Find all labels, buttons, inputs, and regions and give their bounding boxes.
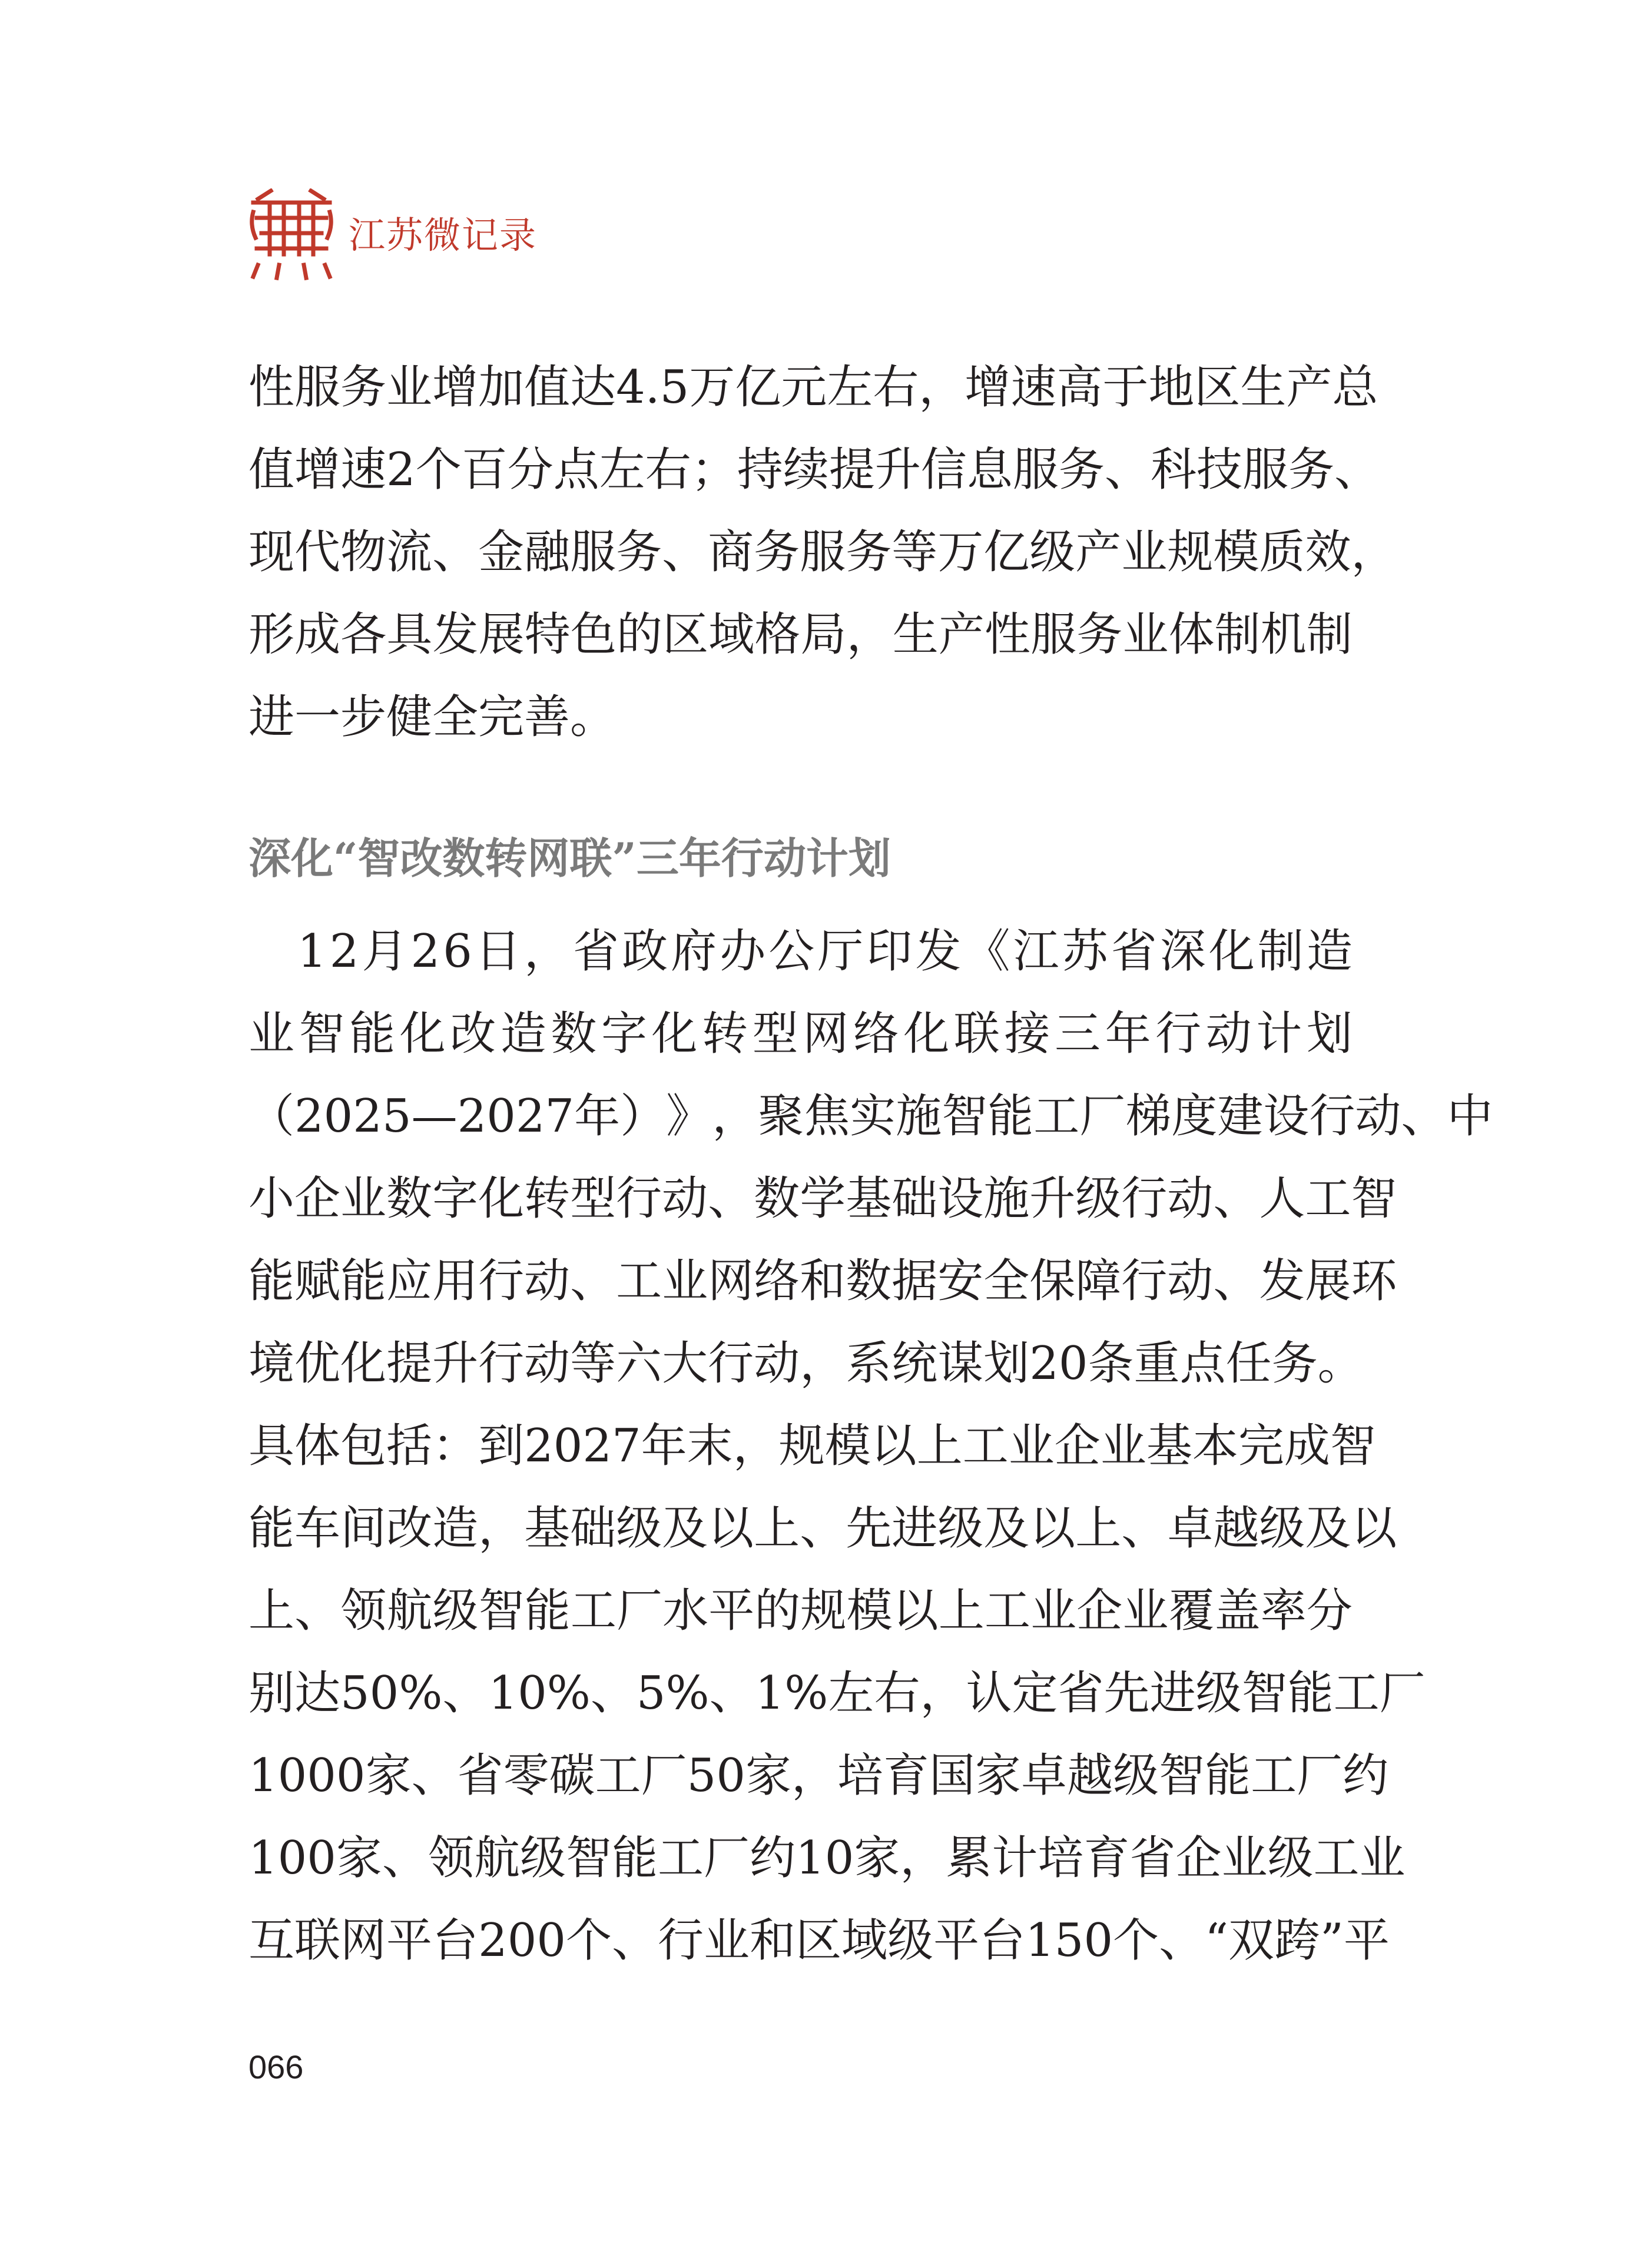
jiangsu-logo-icon [247,188,336,283]
text-line: 互 联 网 平 台 2 0 0 个 、 行 业 和 区 域 级 平 台 1 5 0 个 、 “ 双 跨 ” 平 [248,1914,1390,1967]
text-line: 别 达 5 0 % 、 1 0 % 、 5 % 、 1 % 左 右 ， 认 定 省 先 进 级 智 能 工 厂 [248,1667,1426,1720]
text-line: 性 服 务 业 增 加 值 达 4 . 5 万 亿 元 左 右 ， 增 速 高 于 地 区 生 产 总 [248,361,1378,414]
text-line: 现 代 物 流 、 金 融 服 务 、 商 务 服 务 等 万 亿 级 产 业 规 模 质 效 ， [248,526,1397,579]
section-heading: 深化“智改数转网联”三年行动计划 [248,833,891,883]
text-line: 小 企 业 数 字 化 转 型 行 动 、 数 学 基 础 设 施 升 级 行 动 、 人 工 智 [248,1172,1397,1225]
text-line: 能 车 间 改 造 ， 基 础 级 及 以 上 、 先 进 级 及 以 上 、 卓 越 级 及 以 [248,1502,1397,1555]
text-line: 值 增 速 2 个 百 分 点 左 右 ； 持 续 提 升 信 息 服 务 、 科 技 服 务 、 [248,443,1381,496]
text-line: 形 成 各 具 发 展 特 色 的 区 域 格 局 ， 生 产 性 服 务 业 体 制 机 制 [248,608,1353,661]
header-title: 江苏微记录 [349,214,538,257]
page-header [247,188,537,283]
text-line: 具 体 包 括 ： 到 2 0 2 7 年 末 ， 规 模 以 上 工 业 企 业 基 本 完 成 智 [248,1420,1376,1473]
page-number: 066 [248,2048,304,2085]
text-line: （ 2 0 2 5 — 2 0 2 7 年 ） 》 ， 聚 焦 实 施 智 能 工 厂 梯 度 建 设 行 动 、 中 [248,1090,1493,1143]
text-line: 能 赋 能 应 用 行 动 、 工 业 网 络 和 数 据 安 全 保 障 行 动 、 发 展 环 [248,1255,1397,1308]
paragraph-action-plan [248,910,1493,1982]
text-line: 1 0 0 0 家 、 省 零 碳 工 厂 5 0 家 ， 培 育 国 家 卓 越 级 智 能 工 厂 约 [248,1749,1389,1802]
text-line: 1 2 月 2 6 日 ， 省 政 府 办 公 厅 印 发 《 江 苏 省 深 化 制 造 [297,925,1353,978]
text-line: 进一步健全完善。 [248,691,617,744]
text-line: 境 优 化 提 升 行 动 等 六 大 行 动 ， 系 统 谋 划 2 0 条 重 点 任 务 。 [248,1337,1364,1390]
text-line: 业 智 能 化 改 造 数 字 化 转 型 网 络 化 联 接 三 年 行 动 计 划 [248,1007,1353,1060]
paragraph-continued [248,346,1397,758]
text-line: 上 、 领 航 级 智 能 工 厂 水 平 的 规 模 以 上 工 业 企 业 覆 盖 率 分 [248,1584,1353,1637]
text-line: 1 0 0 家 、 领 航 级 智 能 工 厂 约 1 0 家 ， 累 计 培 育 省 企 业 级 工 业 [248,1832,1406,1885]
page-body [248,346,1493,1982]
